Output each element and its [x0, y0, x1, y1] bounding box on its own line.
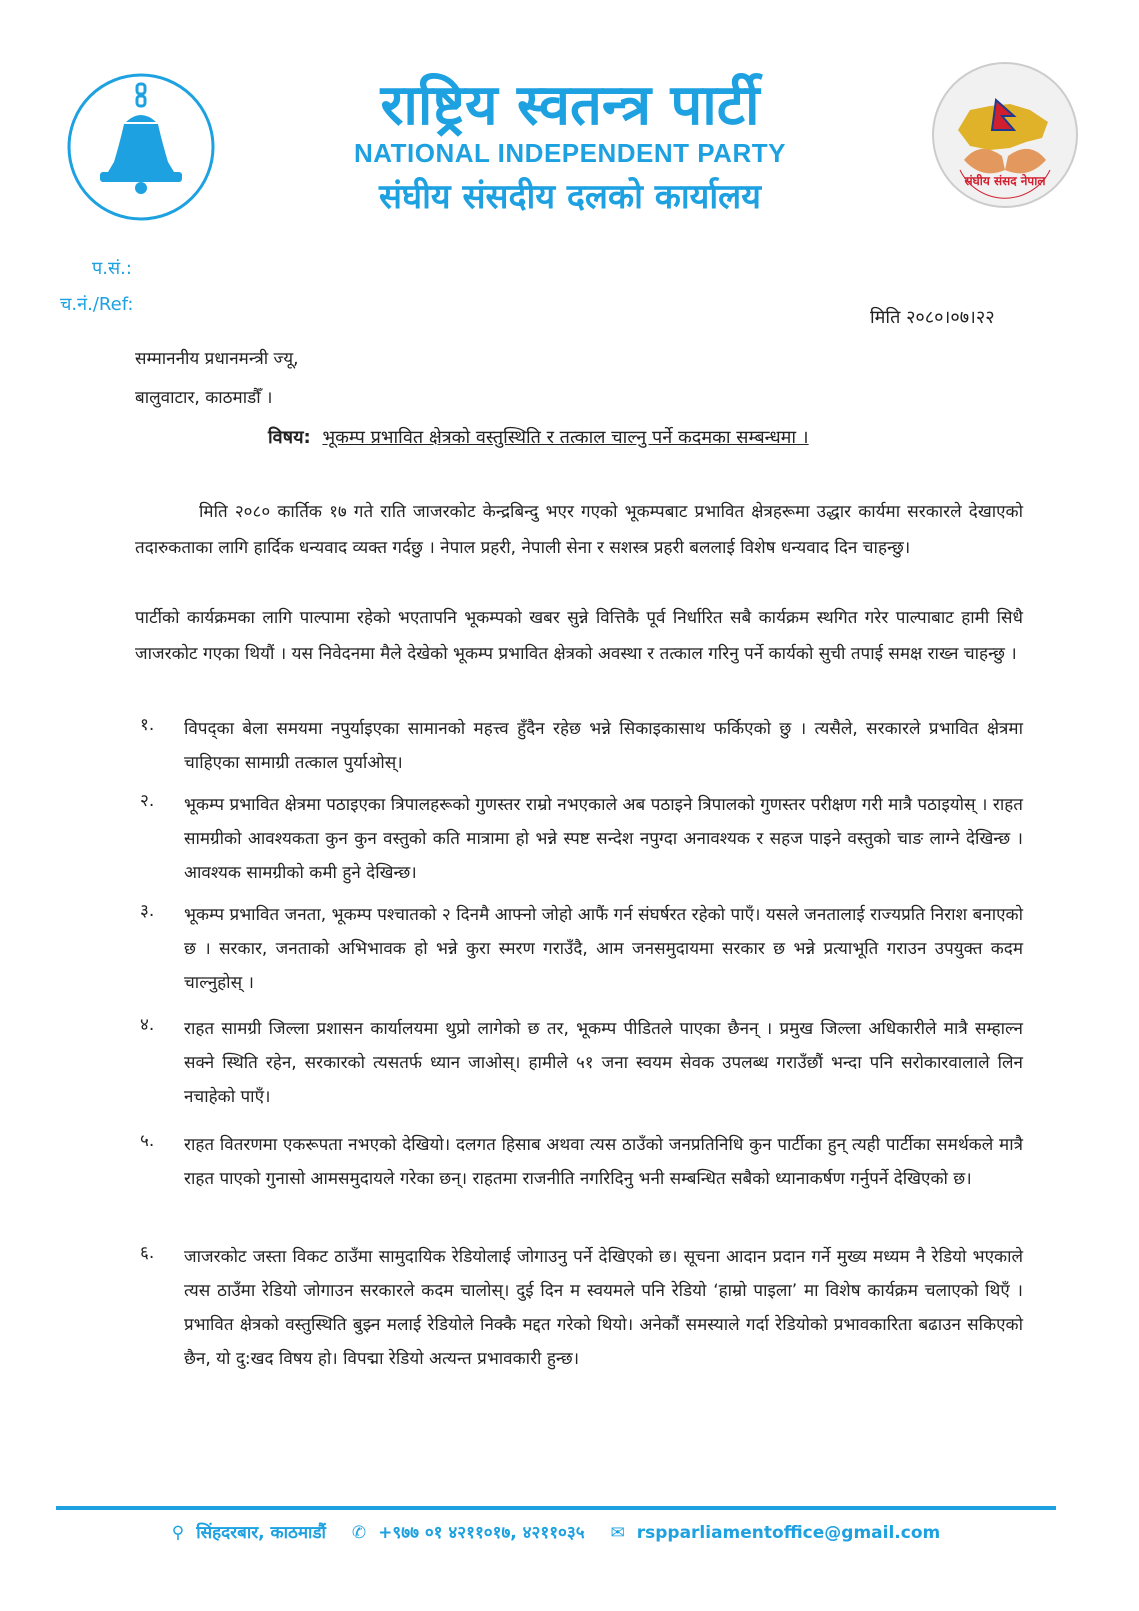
item-text: विपद्का बेला समयमा नपुर्याइएका सामानको महत्त्व हुँदैन रहेछ भन्ने सिकाइकासाथ फर्किएको छु । त्यसैले, सरकारले प्रभावित क्षेत्रमा चाहिएका सामाग्री तत्काल पुर्याओस्। — [184, 719, 1023, 773]
ps-label: प.सं.: — [92, 258, 132, 279]
phone-icon: ✆ — [351, 1523, 367, 1543]
subject-text: भूकम्प प्रभावित क्षेत्रको वस्तुस्थिति र तत्काल चाल्नु पर्ने कदमका सम्बन्धमा । — [322, 427, 809, 448]
subject-label: विषय: — [268, 427, 311, 448]
party-title-nepali: राष्ट्रिय स्वतन्त्र पार्टी — [380, 73, 760, 138]
list-item — [140, 712, 1023, 780]
item-number: ४. — [140, 1015, 155, 1035]
list-item — [140, 788, 1023, 890]
recipient-title: सम्माननीय प्रधानमन्त्री ज्यू, — [135, 349, 299, 369]
list-item — [140, 1128, 1023, 1196]
list-item — [140, 1012, 1023, 1114]
parliament-emblem — [930, 60, 1080, 210]
location-icon: ⚲ — [171, 1523, 185, 1543]
item-number: ६. — [140, 1243, 155, 1263]
item-number: १. — [140, 715, 155, 735]
paragraph-thanks: मिति २०८० कार्तिक १७ गते राति जाजरकोट केन्द्रबिन्दु भएर गएको भूकम्पबाट प्रभावित क्षेत्रहरूमा उद्धार कार्यमा सरकारले देखाएको तदारुकताका लागि हार्दिक धन्यवाद व्यक्त गर्दछु । नेपाल प्रहरी, नेपाली सेना र सशस्त्र प्रहरी बललाई विशेष धन्यवाद दिन चाहन्छु। — [135, 502, 1023, 558]
party-bell-logo — [66, 72, 216, 222]
footer-phone: +९७७ ०१ ४२११०१७, ४२११०३५ — [378, 1523, 585, 1543]
item-text: भूकम्प प्रभावित क्षेत्रमा पठाइएका त्रिपालहरूको गुणस्तर राम्रो नभएकाले अब पठाइने त्रिपालको गुणस्तर परीक्षण गरी मात्रै पठाइयोस् । राहत सामग्रीको आवश्यकता कुन कुन वस्तुको कति मात्रामा हो भन्ने स्पष्ट सन्देश नपुग्दा अनावश्यक र सहज पाइने वस्तुको चाङ लाग्ने देखिन्छ । आवश्यक सामग्रीको कमी हुने देखिन्छ। — [184, 795, 1023, 883]
emblem-text: संघीय संसद नेपाल — [964, 174, 1046, 188]
party-title-english: NATIONAL INDEPENDENT PARTY — [354, 138, 786, 168]
ref-label: च.नं./Ref: — [60, 294, 134, 315]
item-text: राहत वितरणमा एकरूपता नभएको देखियो। दलगत हिसाब अथवा त्यस ठाउँको जनप्रतिनिधि कुन पार्टीका हुन् त्यही पार्टीका समर्थकले मात्रै राहत पाएको गुनासो आमसमुदायले गरेका छन्। राहतमा राजनीति नगरिदिनु भनी सम्बन्धित सबैको ध्यानाकर्षण गर्नुपर्ने देखिएको छ। — [184, 1135, 1023, 1189]
list-item — [140, 1240, 1023, 1376]
recipient-address: बालुवाटार, काठमाडौँ । — [135, 388, 273, 408]
item-number: ३. — [140, 901, 155, 921]
item-number: ५. — [140, 1131, 155, 1151]
item-text: भूकम्प प्रभावित जनता, भूकम्प पश्चातको २ दिनमै आफ्नो जोहो आफैं गर्न संघर्षरत रहेको पाएँ। यसले जनतालाई राज्यप्रति निराश बनाएको छ । सरकार, जनताको अभिभावक हो भन्ने कुरा स्मरण गराउँदै, आम जनसमुदायमा सरकार छ भन्ने प्रत्याभूति गराउन उपयुक्त कदम चाल्नुहोस् । — [184, 905, 1023, 993]
footer-divider — [56, 1506, 1056, 1510]
office-title: संघीय संसदीय दलको कार्यालय — [379, 177, 761, 217]
item-text: जाजरकोट जस्ता विकट ठाउँमा सामुदायिक रेडियोलाई जोगाउनु पर्ने देखिएको छ। सूचना आदान प्रदान गर्ने मुख्य मध्यम नै रेडियो भएकाले त्यस ठाउँमा रेडियो जोगाउन सरकारले कदम चालोस्। दुई दिन म स्वयमले पनि रेडियो ‘हाम्रो पाइला’ मा विशेष कार्यक्रम चलाएको थिएँ । प्रभावित क्षेत्रको वस्तुस्थिति बुझ्न मलाई रेडियोले निक्कै मद्दत गरेको थियो। अनेकौं समस्याले गर्दा रेडियोको प्रभावकारिता बढाउन सकिएको छैन, यो दु:खद विषय हो। विपद्मा रेडियो अत्यन्त प्रभावकारी हुन्छ। — [184, 1247, 1023, 1369]
footer-address: सिंहदरबार, काठमाडौं — [196, 1523, 326, 1543]
list-item — [140, 898, 1023, 1000]
paragraph-intro: पार्टीको कार्यक्रमका लागि पाल्पामा रहेको भएतापनि भूकम्पको खबर सुन्ने वित्तिकै पूर्व निर्धारित सबै कार्यक्रम स्थगित गरेर पाल्पाबाट हामी सिधै जाजरकोट गएका थियौं । यस निवेदनमा मैले देखेको भूकम्प प्रभावित क्षेत्रको अवस्था र तत्काल गरिनु पर्ने कार्यको सुची तपाई समक्ष राख्न चाहन्छु । — [135, 608, 1023, 664]
item-text: राहत सामग्री जिल्ला प्रशासन कार्यालयमा थुप्रो लागेको छ तर, भूकम्प पीडितले पाएका छैनन् । प्रमुख जिल्ला अधिकारीले मात्रै सम्हाल्न सक्ने स्थिति रहेन, सरकारको त्यसतर्फ ध्यान जाओस्। हामीले ५१ जना स्वयम सेवक उपलब्ध गराउँछौं भन्दा पनि सरोकारवालाले लिन नचाहेको पाएँ। — [184, 1019, 1023, 1107]
item-number: २. — [140, 791, 155, 811]
subject-line — [268, 426, 809, 450]
letter-date: मिति २०८०।०७।२२ — [870, 307, 995, 328]
footer-contact — [56, 1520, 1056, 1543]
email-icon: ✉ — [610, 1523, 625, 1543]
footer-email: rspparliamentoffice@gmail.com — [636, 1523, 941, 1543]
